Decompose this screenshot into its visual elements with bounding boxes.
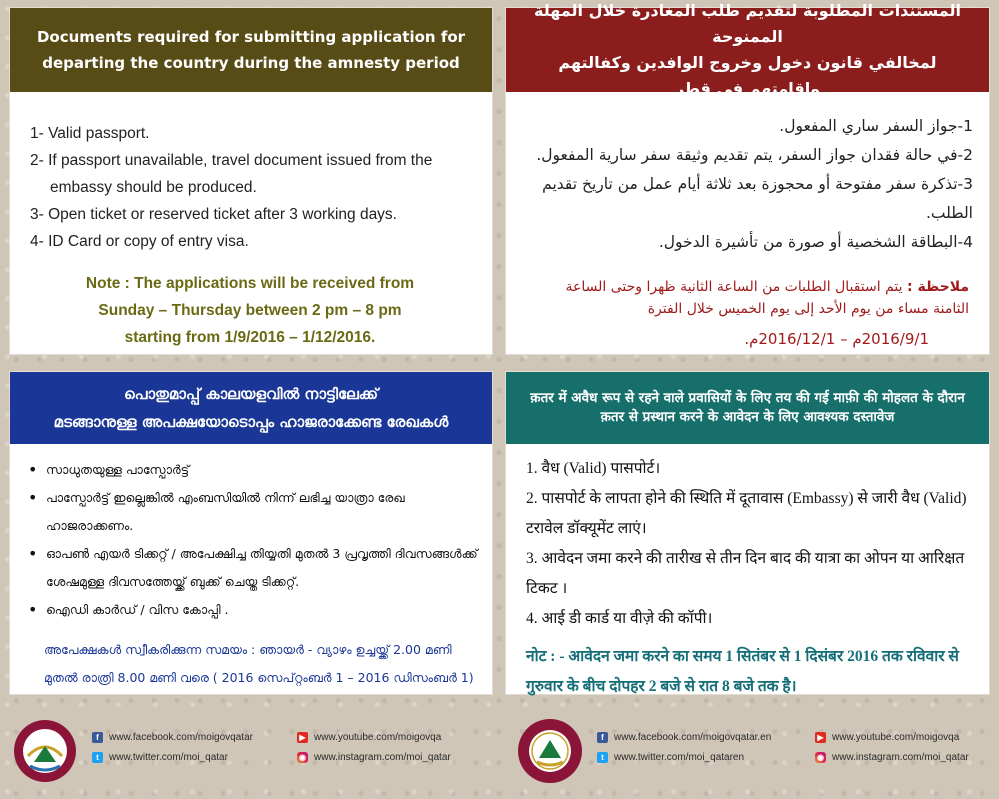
link-text: www.twitter.com/moi_qatar	[109, 752, 228, 763]
youtube-link[interactable]	[815, 732, 959, 743]
note-line: starting from 1/9/2016 – 1/12/2016.	[124, 329, 376, 346]
link-text: www.youtube.com/moigovqa	[314, 732, 442, 743]
list-item: 3. आवेदन जमा करने की तारीख से तीन दिन बाद की यात्रा का ओपन या आरिक्षत टिकट ।	[526, 550, 965, 597]
instagram-link[interactable]	[297, 752, 451, 763]
twitter-link[interactable]	[597, 752, 744, 763]
english-panel	[10, 8, 492, 354]
english-panel-title: Documents required for submitting application for departing the country during the amnesty period	[10, 8, 492, 92]
list-item: 1-جواز السفر ساري المفعول.	[779, 117, 973, 135]
english-document-list	[30, 120, 480, 255]
list-item: 2. पासपोर्ट के लापता होने की स्थिति में दूतावास (Embassy) से जारी वैध (Valid) टरावेल डॉक्यूमेंट लाएं।	[526, 490, 967, 537]
link-text: www.twitter.com/moi_qataren	[614, 752, 745, 763]
hindi-panel-title: क़तर में अवैध रूप से रहने वाले प्रवासियों के लिए तय की गई माफ़ी की मोहलत के दौरान क़तर से प्रस्थान करने के आवेदन के लिए आवश्यक दस्तावेज	[506, 372, 989, 444]
ministry-of-interior-seal-icon	[517, 716, 583, 786]
malayalam-document-list	[24, 456, 484, 624]
twitter-icon: t	[92, 752, 103, 763]
hindi-panel	[506, 372, 989, 694]
link-text: www.facebook.com/moigovqatar.en	[614, 732, 772, 743]
facebook-icon: f	[597, 732, 608, 743]
arabic-note	[529, 276, 969, 320]
youtube-icon: ▶	[815, 732, 826, 743]
instagram-link[interactable]	[815, 752, 969, 763]
title-line: പൊതുമാപ്പ് കാലയളവിൽ നാട്ടിലേക്ക്	[123, 385, 379, 403]
facebook-icon: f	[92, 732, 103, 743]
instagram-icon: ◉	[815, 752, 826, 763]
list-item: 1- Valid passport.	[30, 125, 150, 142]
malayalam-note: അപേക്ഷകൾ സ്വീകരിക്കുന്ന സമയം : ഞായർ - വ്യാഴം ഉച്ചയ്ക്ക് 2.00 മണി മുതൽ രാത്രി 8.00 മണി വരെ ( 2016 സെപ്റ്റംബർ 1 – 2016 ഡിസംബർ 1)	[44, 642, 474, 685]
title-line: المستندات المطلوبة لتقديم طلب المغادرة خلال المهلة الممنوحة	[534, 1, 961, 46]
note-label: ملاحظة :	[907, 279, 969, 295]
footer-left	[0, 708, 490, 794]
arabic-panel-title	[506, 1, 989, 98]
list-item: 3- Open ticket or reserved ticket after 3 working days.	[30, 206, 397, 223]
note-line: Sunday – Thursday between 2 pm – 8 pm	[98, 302, 402, 319]
malayalam-panel	[10, 372, 492, 694]
youtube-icon: ▶	[297, 732, 308, 743]
english-note	[30, 270, 470, 351]
list-item: • സാധുതയുള്ള പാസ്പോർട്ട്	[24, 456, 484, 484]
facebook-link[interactable]	[92, 732, 253, 743]
list-item: 2-في حالة فقدان جواز السفر، يتم تقديم وثيقة سفر سارية المفعول.	[536, 146, 973, 164]
youtube-link[interactable]	[297, 732, 441, 743]
link-text: www.youtube.com/moigovqa	[832, 732, 960, 743]
arabic-dates: 2016/9/1م – 2016/12/1م.	[744, 330, 929, 348]
list-item: 3-تذكرة سفر مفتوحة أو محجوزة بعد ثلاثة أيام عمل من تاريخ تقديم الطلب.	[542, 175, 973, 222]
arabic-document-list	[517, 112, 973, 257]
link-text: www.instagram.com/moi_qatar	[314, 752, 451, 763]
footer-right	[505, 708, 995, 794]
list-item: 1. वैध (Valid) पासपोर्ट।	[526, 460, 661, 477]
list-item: 2- If passport unavailable, travel document issued from the embassy should be produced.	[30, 152, 433, 196]
list-item: 4- ID Card or copy of entry visa.	[30, 233, 249, 250]
facebook-link[interactable]	[597, 732, 771, 743]
twitter-icon: t	[597, 752, 608, 763]
malayalam-panel-title	[10, 372, 492, 444]
title-line: لمخالفي قانون دخول وخروج الوافدين وكفالتهم وإقامتهم في قطر	[558, 53, 937, 98]
title-line: മടങ്ങാനുള്ള അപക്ഷയോടൊപ്പം ഹാജരാക്കേണ്ട രേഖകൾ	[53, 413, 449, 431]
arabic-panel	[506, 1, 989, 354]
list-item: 4-البطاقة الشخصية أو صورة من تأشيرة الدخول.	[658, 233, 973, 251]
note-line: Note : The applications will be received from	[85, 275, 415, 292]
note-text: يتم استقبال الطلبات من الساعة الثانية ظهرا وحتى الساعة الثامنة مساء من يوم الأحد إلى يوم الخميس خلال الفترة	[565, 279, 969, 317]
hindi-document-list	[526, 454, 978, 634]
list-item: • പാസ്പോർട്ട് ഇല്ലെങ്കിൽ എംബസിയിൽ നിന്ന് ലഭിച്ച യാത്രാ രേഖ ഹാജരാക്കണം.	[24, 484, 484, 540]
twitter-link[interactable]	[92, 752, 228, 763]
ministry-emblem-icon	[12, 716, 78, 786]
list-item: • ഐഡി കാർഡ് / വിസ കോപ്പി .	[24, 596, 484, 624]
link-text: www.facebook.com/moigovqatar	[109, 732, 253, 743]
list-item: • ഓപൺ എയർ ടിക്കറ്റ് / അപേക്ഷിച്ച തിയ്യതി മുതൽ 3 പ്രവൃത്തി ദിവസങ്ങൾക്ക് ശേഷമുള്ള ദിവസത്തേയ്ക്ക് ബുക്ക് ചെയ്ത ടിക്കറ്റ്.	[24, 540, 484, 596]
instagram-icon: ◉	[297, 752, 308, 763]
hindi-note: नोट : - आवेदन जमा करने का समय 1 सितंबर से 1 दिसंबर 2016 तक रविवार से गुरुवार के बीच दोपहर 2 बजे से रात 8 बजे तक है।	[526, 648, 959, 695]
list-item: 4. आई डी कार्ड या वीज़े की कॉपी।	[526, 610, 713, 627]
link-text: www.instagram.com/moi_qatar	[832, 752, 969, 763]
